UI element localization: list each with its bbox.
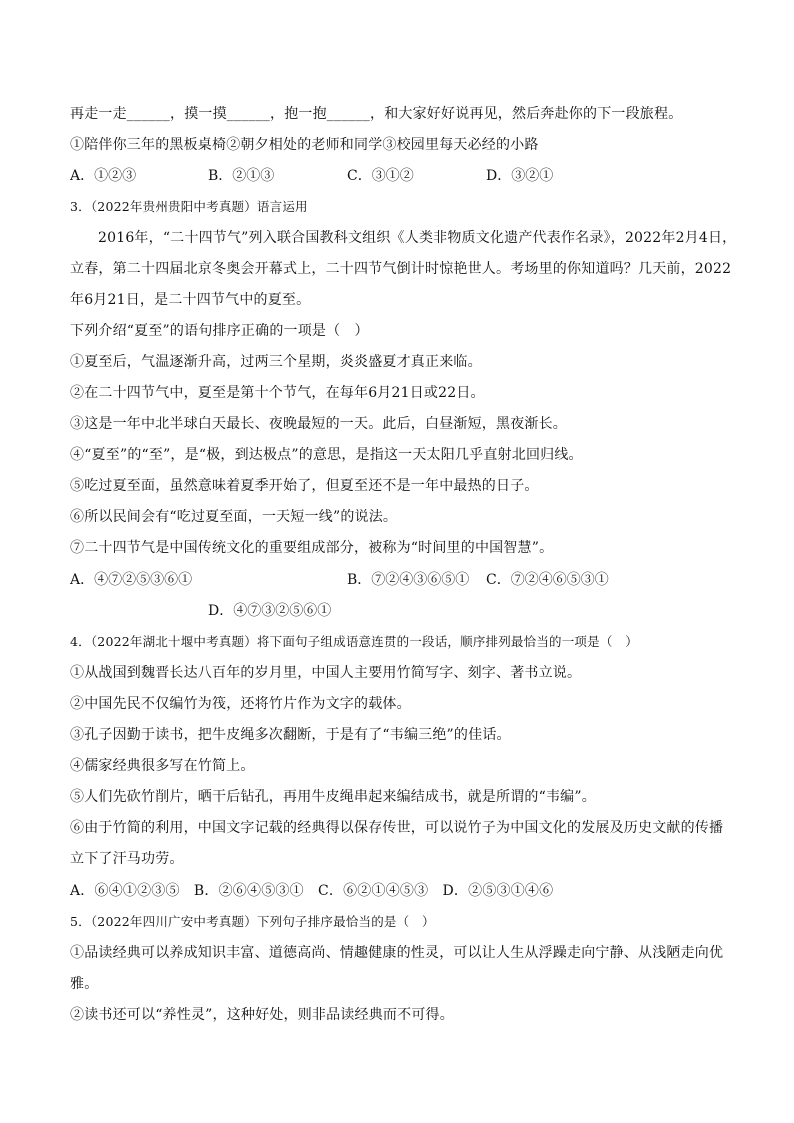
q4-item: ①从战国到魏晋长达八百年的岁月里，中国人主要用竹简写字、刻字、著书立说。	[70, 665, 582, 681]
q4-heading: 4．（2022年湖北十堰中考真题）将下面句子组成语意连贯的一段话，顺序排列最恰当的一项是（ ）	[70, 634, 638, 649]
q4-item: ④儒家经典很多写在竹简上。	[70, 758, 255, 774]
q3-item: ④“夏至”的“至”，是“极，到达极点”的意思，是指这一天太阳几乎直射北回归线。	[70, 447, 583, 463]
q2-option-a: A．①②③	[70, 168, 137, 184]
q5-heading: 5．（2022年四川广安中考真题）下列句子排序最恰当的是（ ）	[70, 914, 435, 929]
q3-option-a: A．④⑦②⑤③⑥①	[70, 572, 193, 588]
q5-item: ②读书还可以“养性灵”，这种好处，则非品读经典而不可得。	[70, 1007, 454, 1023]
q2-option-d: D．③②①	[486, 168, 554, 184]
q3-option-b: B．⑦②④③⑥⑤①	[347, 572, 470, 588]
q3-passage-line: 立春，第二十四届北京冬奥会开幕式上，二十四节气倒计时惊艳世人。考场里的你知道吗？几天前，2022	[70, 261, 732, 277]
q4-item: ⑤人们先砍竹削片，晒干后钻孔，再用牛皮绳串起来编结成书，就是所谓的“韦编”。	[70, 789, 596, 805]
q3-heading: 3．（2022年贵州贵阳中考真题）语言运用	[70, 199, 308, 214]
q2-option-c: C．③①②	[347, 168, 414, 184]
q2-fill-line: 再走一走______，摸一摸______，抱一抱______，和大家好好说再见，然后奔赴你的下一段旅程。	[70, 106, 683, 122]
q4-options: A．⑥④①②③⑤ B．②⑥④⑤③① C．⑥②①④⑤③ D．②⑤③①④⑥	[70, 883, 554, 899]
q3-prompt: 下列介绍“夏至”的语句排序正确的一项是（ ）	[70, 323, 369, 339]
q3-passage-line: 2016年，“二十四节气”列入联合国教科文组织《人类非物质文化遗产代表作名录》，2022年2月4日，	[98, 230, 737, 246]
q3-item: ①夏至后，气温逐渐升高，过两三个星期，炎炎盛夏才真正来临。	[70, 354, 482, 370]
q4-item: ②中国先民不仅编竹为筏，还将竹片作为文字的载体。	[70, 696, 411, 712]
q4-item: ③孔子因勤于读书，把牛皮绳多次翻断，于是有了“韦编三绝”的佳话。	[70, 727, 511, 743]
q3-passage-line: 年6月21日，是二十四节气中的夏至。	[70, 292, 311, 308]
q2-items-line: ①陪伴你三年的黑板桌椅②朝夕相处的老师和同学③校园里每天必经的小路	[70, 137, 539, 153]
q4-item: 立下了汗马功劳。	[70, 851, 184, 867]
q4-item: ⑥由于竹简的利用，中国文字记载的经典得以保存传世，可以说竹子为中国文化的发展及历史文献的传播	[70, 820, 724, 836]
q3-item: ⑦二十四节气是中国传统文化的重要组成部分，被称为“时间里的中国智慧”。	[70, 540, 554, 556]
q3-item: ②在二十四节气中，夏至是第十个节气，在每年6月21日或22日。	[70, 385, 485, 401]
q3-item: ⑤吃过夏至面，虽然意味着夏季开始了，但夏至还不是一年中最热的日子。	[70, 478, 539, 494]
q2-option-b: B．②①③	[208, 168, 275, 184]
q3-option-d: D．④⑦③②⑤⑥①	[208, 603, 332, 619]
q3-item: ③这是一年中北半球白天最长、夜晚最短的一天。此后，白昼渐短，黑夜渐长。	[70, 416, 567, 432]
q5-item: ①品读经典可以养成知识丰富、道德高尚、情趣健康的性灵，可以让人生从浮躁走向宁静、从浅陋走向优	[70, 945, 724, 961]
q5-item: 雅。	[70, 976, 99, 992]
q3-item: ⑥所以民间会有“吃过夏至面，一天短一线”的说法。	[70, 509, 398, 525]
q3-option-c: C．⑦②④⑥⑤③①	[486, 572, 609, 588]
